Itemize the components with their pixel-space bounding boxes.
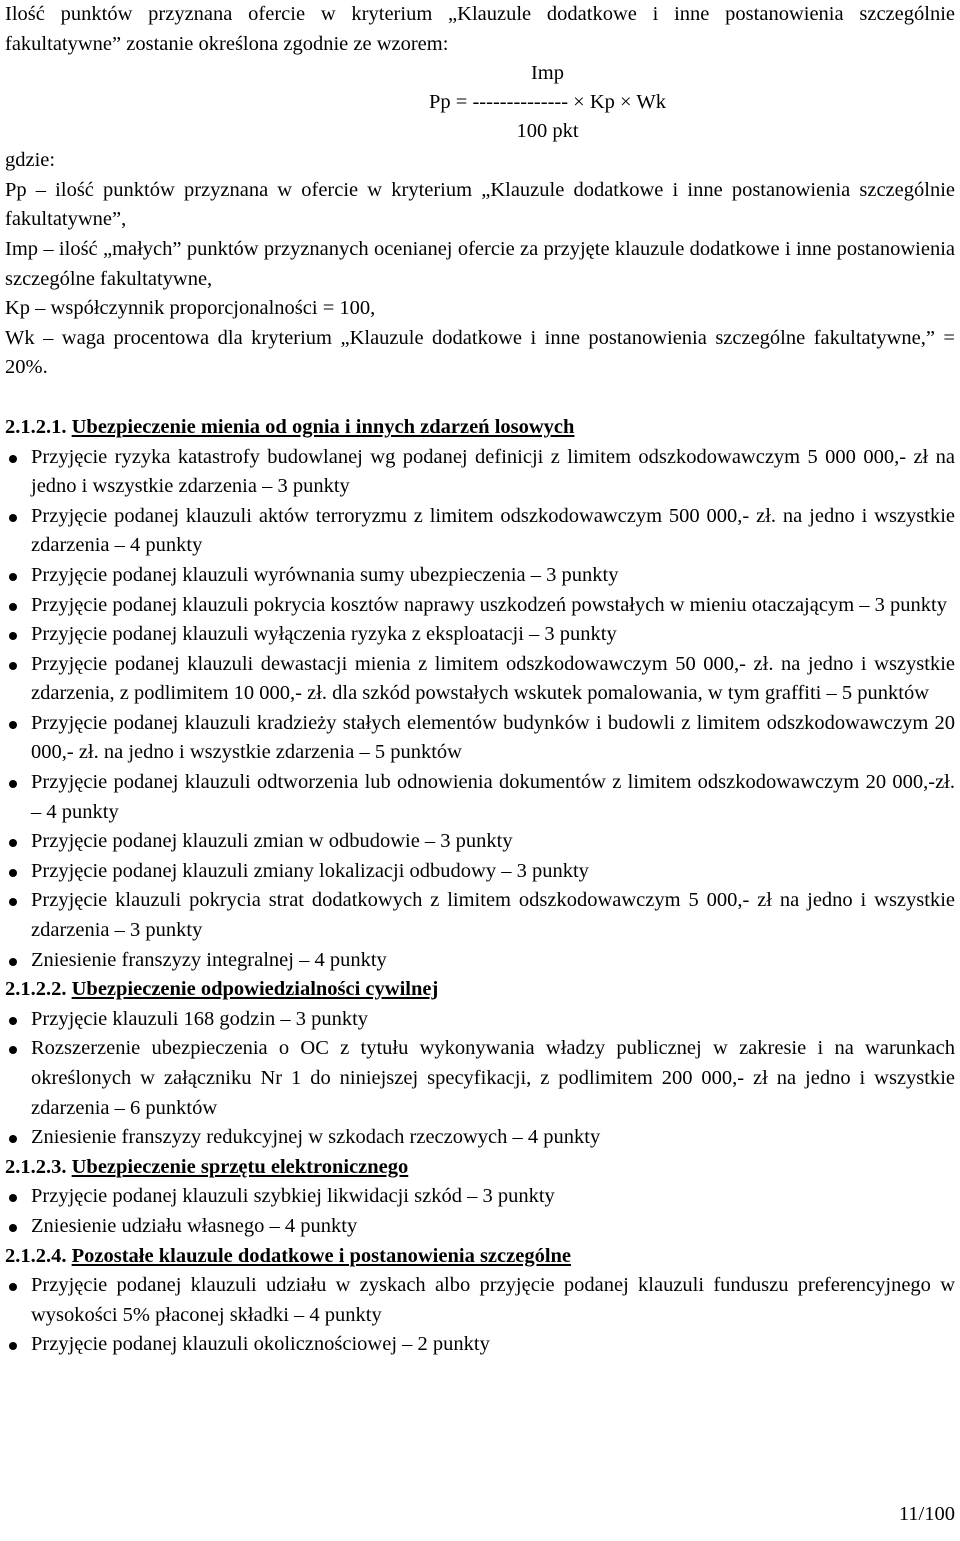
section-title: Pozostałe klauzule dodatkowe i postanowienia szczególne	[71, 1244, 572, 1267]
section-title: Ubezpieczenie mienia od ognia i innych zdarzeń losowych	[71, 415, 575, 438]
clause-text: Przyjęcie podanej klauzuli szybkiej likwidacji szkód – 3 punkty	[31, 1185, 555, 1208]
clause-text: Przyjęcie podanej klauzuli dewastacji mienia z limitem odszkodowawczym 50 000,- zł. na jedno i wszystkie zdarzenia, z podlimitem 10 000,- zł. dla szkód powstałych wskutek pomalowania, w tym graffiti – 5 punktów	[31, 652, 955, 705]
formula-numerator: Imp	[530, 62, 565, 85]
scoring-formula	[140, 59, 955, 146]
clause-text: Przyjęcie podanej klauzuli aktów terroryzmu z limitem odszkodowawczym 500 000,- zł. na jedno i wszystkie zdarzenia – 4 punkty	[31, 504, 955, 557]
clause-item	[5, 1005, 955, 1035]
bullet-icon	[9, 780, 17, 788]
section-heading	[5, 413, 955, 443]
clause-item	[5, 1212, 955, 1242]
section-heading	[5, 1153, 955, 1183]
section-title: Ubezpieczenie sprzętu elektronicznego	[71, 1155, 409, 1178]
sections-container	[5, 413, 955, 1360]
clause-list	[5, 1182, 955, 1241]
clause-list	[5, 443, 955, 976]
intro-paragraph: Ilość punktów przyznana ofercie w kryterium „Klauzule dodatkowe i inne postanowienia szczególnie fakultatywne” zostanie określona zgodnie ze wzorem:	[5, 3, 955, 55]
bullet-icon	[9, 514, 17, 522]
bullet-icon	[9, 455, 17, 463]
clause-text: Przyjęcie podanej klauzuli kradzieży stałych elementów budynków i budowli z limitem odszkodowawczym 20 000,- zł. na jedno i wszystkie zdarzenia – 5 punktów	[31, 711, 955, 764]
definition-wk: Wk – waga procentowa dla kryterium „Klauzule dodatkowe i inne postanowienia szczególne fakultatywne,” = 20%.	[5, 326, 955, 379]
clause-text: Przyjęcie klauzuli 168 godzin – 3 punkty	[31, 1007, 369, 1030]
section-heading	[5, 1242, 955, 1272]
bullet-icon	[9, 958, 17, 966]
bullet-icon	[9, 1224, 17, 1232]
page-number: 11/100	[898, 1503, 955, 1525]
bullet-icon	[9, 1135, 17, 1143]
clause-item	[5, 620, 955, 650]
clause-text: Przyjęcie podanej klauzuli odtworzenia lub odnowienia dokumentów z limitem odszkodowawczym 20 000,-zł. – 4 punkty	[31, 771, 955, 823]
bullet-icon	[9, 869, 17, 877]
clause-text: Przyjęcie podanej klauzuli zmiany lokalizacji odbudowy – 3 punkty	[31, 859, 589, 882]
bullet-icon	[9, 1342, 17, 1350]
bullet-icon	[9, 662, 17, 670]
clause-list	[5, 1271, 955, 1360]
section-title: Ubezpieczenie odpowiedzialności cywilnej	[71, 978, 439, 1001]
bullet-icon	[9, 1283, 17, 1291]
bullet-icon	[9, 898, 17, 906]
clause-item	[5, 857, 955, 887]
definition-imp: Imp – ilość „małych” punktów przyznanych ocenianej ofercie za przyjęte klauzule dodatkowe i inne postanowienia szczególne fakultatywne,	[5, 237, 955, 290]
clause-item	[5, 827, 955, 857]
clause-item	[5, 1034, 955, 1123]
clause-item	[5, 1330, 955, 1360]
section-heading	[5, 975, 955, 1005]
clause-text: Przyjęcie podanej klauzuli wyrównania sumy ubezpieczenia – 3 punkty	[31, 563, 619, 586]
clause-list	[5, 1005, 955, 1153]
bullet-icon	[9, 603, 17, 611]
section-number: 2.1.2.4.	[5, 1244, 67, 1267]
bullet-icon	[9, 573, 17, 581]
section-number: 2.1.2.3.	[5, 1155, 67, 1178]
section-number: 2.1.2.1.	[5, 415, 67, 438]
clause-text: Zniesienie franszyzy integralnej – 4 punkty	[31, 948, 387, 971]
clause-item	[5, 768, 955, 827]
clause-item	[5, 443, 955, 502]
clause-text: Przyjęcie podanej klauzuli zmian w odbudowie – 3 punkty	[31, 830, 513, 853]
bullet-icon	[9, 632, 17, 640]
definition-pp: Pp – ilość punktów przyznana w ofercie w kryterium „Klauzule dodatkowe i inne postanowienia szczególnie fakultatywne”,	[5, 178, 955, 231]
clause-item	[5, 591, 955, 621]
clause-item	[5, 1271, 955, 1330]
document-page	[5, 0, 955, 1360]
bullet-icon	[9, 1194, 17, 1202]
formula-denominator: 100 pkt	[516, 120, 579, 143]
clause-item	[5, 502, 955, 561]
clause-item	[5, 946, 955, 976]
clause-text: Przyjęcie podanej klauzuli wyłączenia ryzyka z eksploatacji – 3 punkty	[31, 623, 617, 646]
clause-item	[5, 709, 955, 768]
bullet-icon	[9, 839, 17, 847]
clause-item	[5, 650, 955, 709]
clause-item	[5, 1182, 955, 1212]
clause-text: Przyjęcie podanej klauzuli udziału w zyskach albo przyjęcie podanej klauzuli funduszu preferencyjnego w wysokości 5% płaconej składki – 4 punkty	[31, 1274, 955, 1326]
clause-item	[5, 1123, 955, 1153]
clause-text: Rozszerzenie ubezpieczenia o OC z tytułu wykonywania władzy publicznej w zakresie i na warunkach określonych w załączniku Nr 1 do niniejszej specyfikacji, z podlimitem 200 000,- zł na jedno i wszystkie zdarzenia – 6 punktów	[31, 1037, 955, 1119]
section-number: 2.1.2.2.	[5, 978, 67, 1001]
clause-item	[5, 561, 955, 591]
clause-text: Przyjęcie podanej klauzuli pokrycia kosztów naprawy uszkodzeń powstałych w mieniu otaczającym – 3 punkty	[31, 593, 947, 616]
bullet-icon	[9, 721, 17, 729]
clause-text: Przyjęcie ryzyka katastrofy budowlanej wg podanej definicji z limitem odszkodowawczym 5 000 000,- zł na jedno i wszystkie zdarzenia – 3 punkty	[31, 445, 955, 498]
bullet-icon	[9, 1046, 17, 1054]
clause-text: Zniesienie franszyzy redukcyjnej w szkodach rzeczowych – 4 punkty	[31, 1126, 601, 1149]
where-label: gdzie:	[5, 149, 56, 172]
formula-main-line: Pp = -------------- × Kp × Wk	[429, 91, 666, 114]
clause-text: Przyjęcie klauzuli pokrycia strat dodatkowych z limitem odszkodowawczym 5 000,- zł na jedno i wszystkie zdarzenia – 3 punkty	[31, 889, 955, 942]
bullet-icon	[9, 1017, 17, 1025]
clause-item	[5, 886, 955, 945]
clause-text: Przyjęcie podanej klauzuli okolicznościowej – 2 punkty	[31, 1333, 490, 1356]
clause-text: Zniesienie udziału własnego – 4 punkty	[31, 1214, 358, 1237]
definition-kp: Kp – współczynnik proporcjonalności = 100,	[5, 297, 376, 320]
